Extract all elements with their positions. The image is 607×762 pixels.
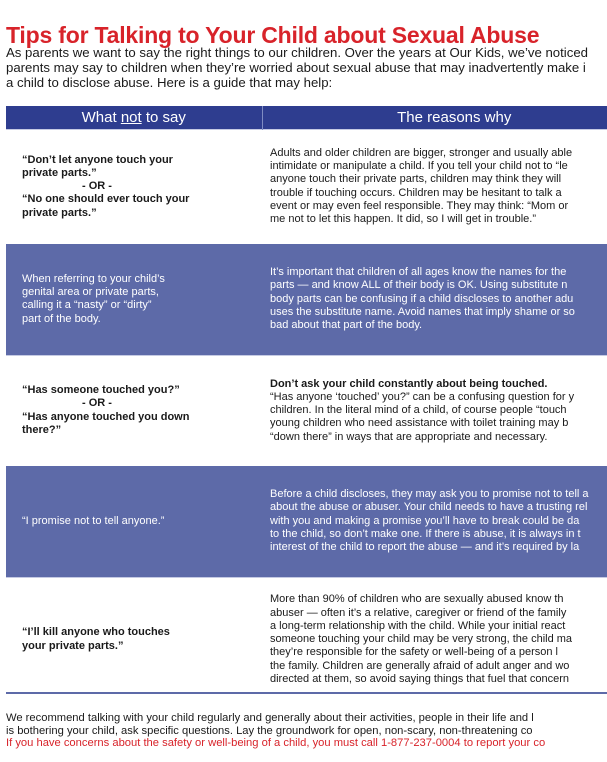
page-title: Tips for Talking to Your Child about Sexual Abuse [6,22,540,48]
reasons-why-cell: It’s important that children of all ages know the names for the parts — and know ALL of their body is OK. Using substitute n body parts can be confusing if a child discloses to another adu uses the substitute name. Avoid names that imply shame or so bad about that part of the body. [262,244,607,356]
header-what-not-to-say: What not to say [6,106,262,130]
what-not-to-say-cell: “I promise not to tell anyone.” [6,466,262,578]
table-row [6,356,607,466]
footer-line: We recommend talking with your child regularly and generally about their activities, people in their life and l [6,712,534,724]
intro-line: a child to disclose abuse. Here is a guide that may help: [6,75,333,90]
reasons-why-cell: Before a child discloses, they may ask you to promise not to tell a about the abuse or abuser. Your child needs to have a trusting rel with you and making a promise you’ll have to break could be da to the child, so don’t make one. If there is abuse, it is always in t interest of the child to report the abuse — and it’s required by la [262,466,607,578]
table-row [6,578,607,702]
header-reasons-why: The reasons why [262,106,607,130]
divider [6,692,607,694]
table-header-row [6,106,607,130]
what-not-to-say-cell: “Has someone touched you?” - OR - “Has anyone touched you down there?” [6,356,262,466]
or-separator: - OR - [82,180,112,193]
table-row [6,130,607,244]
reasons-why-cell: More than 90% of children who are sexually abused know th abuser — often it’s a relative, caregiver or friend of the family a long-term relationship with the child. While your initial react someone touching your child may be very strong, the child ma they’re responsible for the safety or well-being of a person l the family. Children are generally afraid of adult anger and wo directed at them, so avoid saying things that fuel that concern [262,578,607,702]
reasons-why-cell: Adults and older children are bigger, stronger and usually able intimidate or manipulate a child. If you tell your child not to “le anyone touch their private parts, children may think they will trouble if touching occurs. Children may be hesitant to talk a event or may even feel responsible. They may think: “Mom or me not to let this happen. It did, so I will get in trouble.” [262,130,607,244]
underlined-not: not [120,109,142,126]
footer-warning-line: If you have concerns about the safety or well-being of a child, you must call 1-877-237-0004 to report your co [6,737,546,750]
intro-line: As parents we want to say the right things to our children. Over the years at Our Kids, we’ve noticed [6,45,589,60]
what-not-to-say-cell: When referring to your child’s genital area or private parts, calling it a “nasty” or “dirty” part of the body. [6,244,262,356]
intro-line: parents may say to children when they’re worried about sexual abuse that may inadvertently make i [6,60,586,75]
reasons-why-cell: Don’t ask your child constantly about being touched. “Has anyone ‘touched’ you?” can be a confusing question for y children. In the literal mind of a child, of course people “touch young children who need assistance with toilet training may b “down there” in ways that are appropriate and necessary. [262,356,607,466]
or-separator: - OR - [82,397,112,410]
guide-table [6,106,607,702]
table-row [6,466,607,578]
what-not-to-say-cell: “I’ll kill anyone who touches your private parts.” [6,578,262,702]
what-not-to-say-cell: “Don’t let anyone touch your private parts.” - OR - “No one should ever touch your private parts.” [6,130,262,244]
footer-paragraph [6,712,607,750]
footer-line: is bothering your child, ask specific questions. Lay the groundwork for open, non-scary, non-threatening co [6,724,533,737]
table-row [6,244,607,356]
intro-paragraph [6,45,607,90]
